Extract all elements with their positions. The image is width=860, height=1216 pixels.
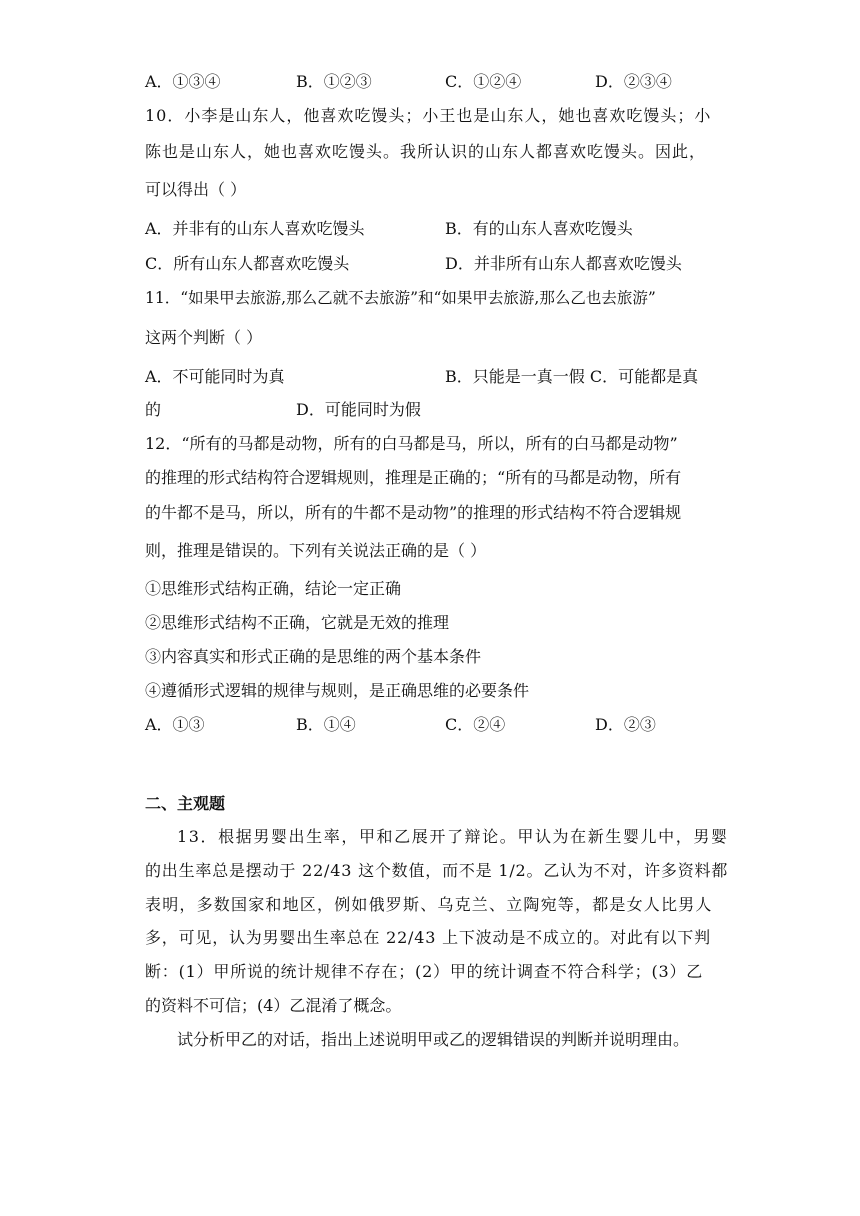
q12-statement-2: ②思维形式结构不正确，它就是无效的推理 [145,613,450,632]
q12-statement-4: ④遵循形式逻辑的规律与规则，是正确思维的必要条件 [145,681,530,700]
q9-option-d[interactable]: D．②③④ [595,72,672,91]
q11-option-d[interactable]: D．可能同时为假 [296,400,421,419]
q11-option-b-c[interactable]: B．只能是一真一假 C．可能都是真 [445,367,699,386]
q10-option-c[interactable]: C．所有山东人都喜欢吃馒头 [145,254,350,273]
q13-line: 断：(1）甲所说的统计规律不存在；(2）甲的统计调查不符合科学；(3）乙 [145,962,704,981]
q12-stem-line: 则，推理是错误的。下列有关说法正确的是（ ） [145,541,487,560]
q12-statement-1: ①思维形式结构正确，结论一定正确 [145,579,402,598]
q13-line: 多，可见，认为男婴出生率总在 22/43 上下波动是不成立的。对此有以下判 [145,928,711,947]
q10-stem-line: 可以得出（ ） [145,180,247,199]
q12-option-b[interactable]: B．①④ [296,715,356,734]
q10-option-d[interactable]: D．并非所有山东人都喜欢吃馒头 [445,254,682,273]
q12-stem-line: 的推理的形式结构符合逻辑规则，推理是正确的；“所有的马都是动物，所有 [145,468,682,487]
q12-stem-line: 12．“所有的马都是动物，所有的白马都是马，所以，所有的白马都是动物” [145,434,678,453]
q10-stem-line: 10．小李是山东人，他喜欢吃馒头；小王也是山东人，她也喜欢吃馒头；小 [145,106,712,125]
q11-option-c-tail: 的 [145,400,162,419]
q12-option-a[interactable]: A．①③ [145,715,205,734]
q10-stem-line: 陈也是山东人，她也喜欢吃馒头。我所认识的山东人都喜欢吃馒头。因此， [145,142,707,161]
q13-line: 表明，多数国家和地区，例如俄罗斯、乌克兰、立陶宛等，都是女人比男人 [145,895,713,914]
q11-option-a[interactable]: A．不可能同时为真 [145,367,285,386]
q11-stem-line: 这两个判断（ ） [145,328,263,347]
q13-line: 13．根据男婴出生率，甲和乙展开了辩论。甲认为在新生婴儿中，男婴 [177,827,729,846]
section-heading: 二、主观题 [145,794,226,813]
q12-statement-3: ③内容真实和形式正确的是思维的两个基本条件 [145,647,482,666]
q12-option-c[interactable]: C．②④ [445,715,506,734]
q11-stem-line: 11．“如果甲去旅游,那么乙就不去旅游”和“如果甲去旅游,那么乙也去旅游” [145,289,656,307]
q10-option-b[interactable]: B．有的山东人喜欢吃馒头 [445,219,633,238]
q9-option-c[interactable]: C．①②④ [445,72,522,91]
q9-option-b[interactable]: B．①②③ [296,72,372,91]
q13-line: 的出生率总是摆动于 22/43 这个数值，而不是 1/2。乙认为不对，许多资料都 [145,861,729,880]
q13-line: 的资料不可信；(4）乙混淆了概念。 [145,996,402,1015]
q12-stem-line: 的牛都不是马，所以，所有的牛都不是动物”的推理的形式结构不符合逻辑规 [145,503,682,522]
q13-line: 试分析甲乙的对话，指出上述说明甲或乙的逻辑错误的判断并说明理由。 [177,1030,690,1049]
q12-option-d[interactable]: D．②③ [595,715,656,734]
q10-option-a[interactable]: A．并非有的山东人喜欢吃馒头 [145,219,365,238]
q9-option-a[interactable]: A．①③④ [145,72,221,91]
